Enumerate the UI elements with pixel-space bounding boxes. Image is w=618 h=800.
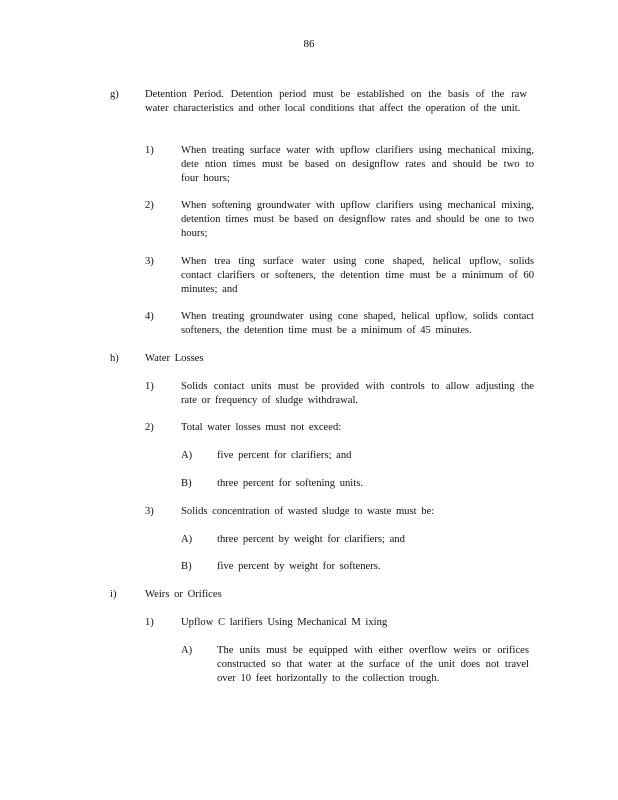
sub-item-text: three percent for softening units.	[217, 478, 363, 489]
item-label: 1)	[145, 145, 154, 156]
item-text: Solids contact units must be provided with controls to allow adjusting the rate or frequency of sludge withdrawal.	[181, 381, 534, 406]
page-number: 86	[303, 38, 315, 50]
section-heading: Weirs or Orifices	[145, 589, 222, 600]
item-label: 1)	[145, 617, 154, 628]
item-label: 2)	[145, 200, 154, 211]
sub-item-text: The units must be equipped with either overflow weirs or orifices constructed so that water at the surface of the unit does not travel over 10 feet horizontally to the collection trough.	[217, 645, 529, 684]
sub-item-text: five percent for clarifiers; and	[217, 450, 352, 461]
sub-item-label: A)	[181, 534, 193, 545]
sub-item-label: A)	[181, 450, 193, 461]
item-text: When trea ting surface water using cone shaped, helical upflow, solids contact clarifiers or softeners, the detention time must be a minimum of 60 minutes; and	[181, 256, 534, 295]
item-label: 4)	[145, 311, 154, 322]
section-text: Detention Period. Detention period must be established on the basis of the raw water characteristics and other local conditions that affect the operation of the unit.	[145, 89, 527, 114]
section-label: g)	[110, 89, 119, 100]
sub-item-label: B)	[181, 561, 192, 572]
section-label: i)	[110, 589, 117, 600]
item-text: When softening groundwater with upflow clarifiers using mechanical mixing, detention times must be based on designflow rates and should be one to two hours;	[181, 200, 534, 239]
sub-item-label: B)	[181, 478, 192, 489]
item-label: 3)	[145, 256, 154, 267]
item-text: Upflow C larifiers Using Mechanical M ixing	[181, 617, 388, 628]
item-label: 3)	[145, 506, 154, 517]
item-text: Solids concentration of wasted sludge to waste must be:	[181, 506, 435, 517]
item-text: When treating groundwater using cone shaped, helical upflow, solids contact softeners, the detention time must be a minimum of 45 minutes.	[181, 311, 534, 336]
item-label: 1)	[145, 381, 154, 392]
section-label: h)	[110, 353, 119, 364]
sub-item-label: A)	[181, 645, 193, 656]
sub-item-text: five percent by weight for softeners.	[217, 561, 381, 572]
item-text: Total water losses must not exceed:	[181, 422, 342, 433]
section-heading: Water Losses	[145, 353, 204, 364]
item-label: 2)	[145, 422, 154, 433]
sub-item-text: three percent by weight for clarifiers; and	[217, 534, 405, 545]
item-text: When treating surface water with upflow clarifiers using mechanical mixing, dete ntion times must be based on designflow rates and should be two to four hours;	[181, 145, 534, 184]
